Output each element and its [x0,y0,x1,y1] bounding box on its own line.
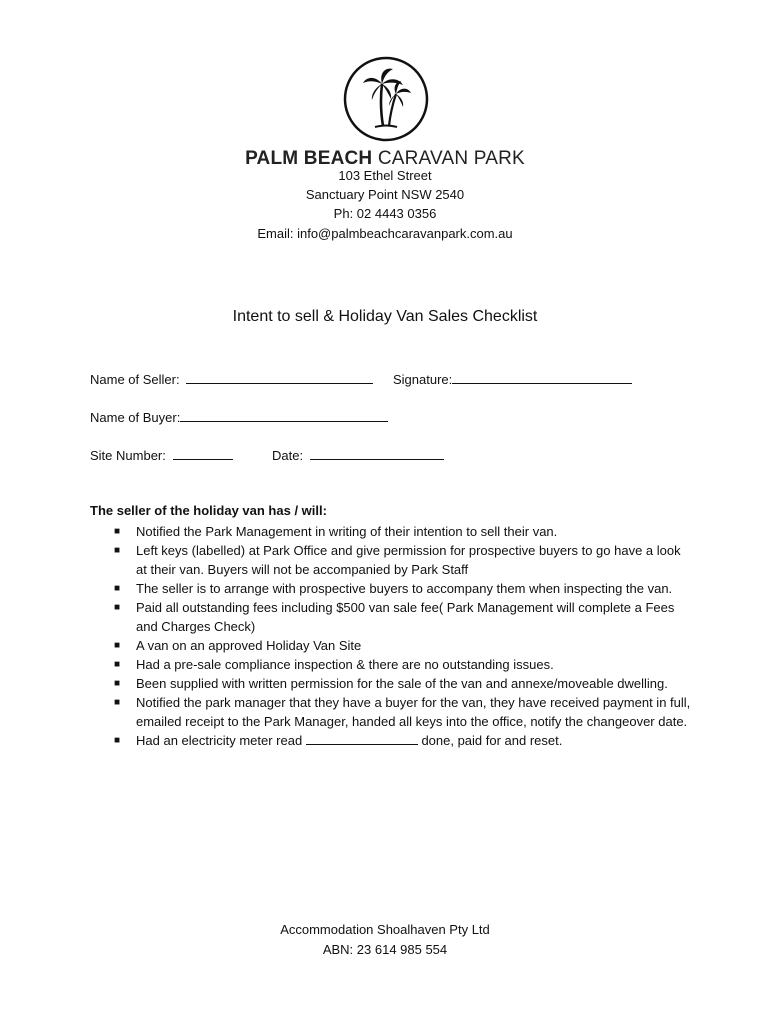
buyer-name-label: Name of Buyer: [90,410,181,425]
site-number-blank [173,447,233,460]
seller-name-blank [186,371,373,384]
site-number-field [90,447,233,463]
footer-company: Accommodation Shoalhaven Pty Ltd [280,922,490,937]
checklist-item: ■ Paid all outstanding fees including $500 van sale fee( Park Management will complete a Fees and Charges Check) [114,600,675,634]
bullet-icon: ■ [114,545,121,556]
signature-label: Signature: [393,372,453,387]
checklist [112,522,692,750]
checklist-item: ■ Had a pre-sale compliance inspection & there are no outstanding issues. [114,657,554,672]
signature-blank [452,371,632,384]
checklist-item: ■ The seller is to arrange with prospective buyers to accompany them when inspecting the van. [114,581,673,596]
palm-tree-logo-icon [343,56,429,142]
checklist-item: ■ Notified the Park Management in writing of their intention to sell their van. [114,524,558,539]
signature-field [393,371,632,387]
checklist-item: ■ Notified the park manager that they have a buyer for the van, they have received payment in full, emailed receipt to the Park Manager, handed all keys into the office, notify the changeover date. [114,695,691,729]
meter-read-blank [306,732,418,745]
bullet-icon: ■ [114,602,121,613]
checklist-item-meter: ■ Had an electricity meter read done, paid for and reset. [114,733,563,748]
park-name-bold: PALM BEACH [245,148,373,169]
document-title: Intent to sell & Holiday Van Sales Checklist [232,308,538,325]
buyer-name-field [90,409,388,425]
buyer-name-blank [180,409,388,422]
park-name-heading [0,148,770,170]
date-blank [310,447,444,460]
email-address: Email: info@palmbeachcaravanpark.com.au [257,226,513,241]
checklist-item: ■ A van on an approved Holiday Van Site [114,638,362,653]
bullet-icon: ■ [114,526,121,537]
checklist-item: ■ Been supplied with written permission for the sale of the van and annexe/moveable dwelling. [114,676,668,691]
bullet-icon: ■ [114,735,121,746]
address-suburb: Sanctuary Point NSW 2540 [305,187,465,202]
checklist-heading: The seller of the holiday van has / will: [90,503,327,518]
bullet-icon: ■ [114,640,121,651]
seller-name-label: Name of Seller: [90,372,180,387]
bullet-icon: ■ [114,678,121,689]
bullet-icon: ■ [114,583,121,594]
footer-abn: ABN: 23 614 985 554 [322,942,448,957]
bullet-icon: ■ [114,659,121,670]
bullet-icon: ■ [114,697,121,708]
seller-name-field [90,371,373,387]
address-street: 103 Ethel Street [338,168,432,183]
date-field [272,447,444,463]
checklist-item: ■ Left keys (labelled) at Park Office and give permission for prospective buyers to go have a look at their van. Buyers will not be accompanied by Park Staff [114,543,681,577]
site-number-label: Site Number: [90,448,166,463]
park-name-rest: CARAVAN PARK [377,148,525,169]
phone-number: Ph: 02 4443 0356 [333,206,437,221]
date-label: Date: [272,448,304,463]
